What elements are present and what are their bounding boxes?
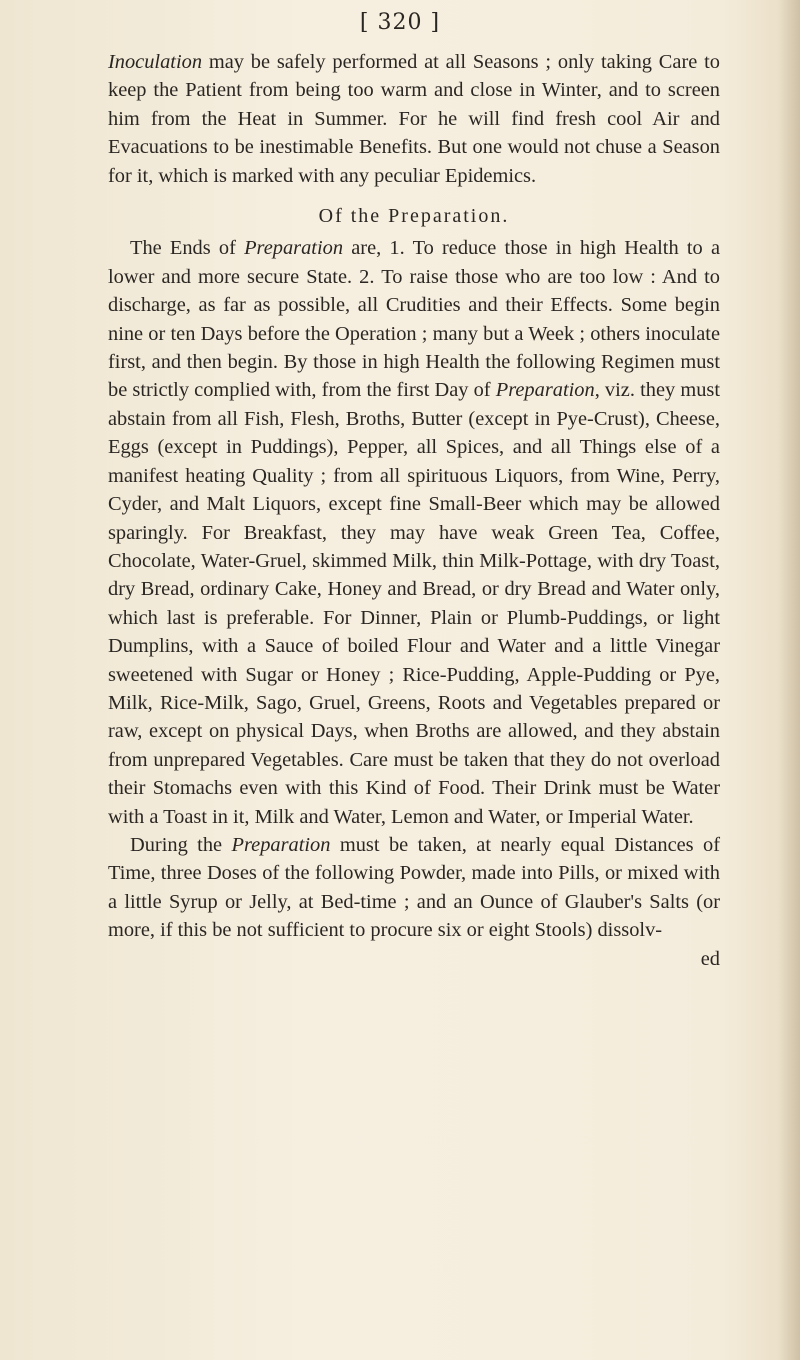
lead-word: Inoculation — [108, 51, 203, 73]
page-edge-shadow — [778, 0, 800, 1360]
paragraph-powder-doses: During the Preparation must be taken, at nearly equal Distances of Time, three Doses of the following Powder, made into Pills, or mixed with a little Syrup or Jelly, at Bed-time ; and an Ounce of Glauber's Salts (or more, if this be not sufficient to procure six or eight Stools) dissolv- — [108, 833, 721, 942]
section-heading: Of the Preparation. — [318, 205, 510, 228]
page-number: [ 320 ] — [359, 10, 441, 35]
body-text — [108, 48, 720, 973]
paragraph-preparation-ends: The Ends of Preparation are, 1. To reduce those in high Health to a lower and more secure State. 2. To raise those who are too low : And to discharge, as far as possible, all Crudities and their Effects. Some begin nine or ten Days before the Operation ; many but a Week ; others inoculate first, and then begin. By those in high Health the following Regimen must be strictly complied with, from the first Day of Preparation, viz. they must abstain from all Fish, Flesh, Broths, Butter (except in Pye-Crust), Cheese, Eggs (except in Puddings), Pepper, all Spices, and all Things else of a manifest heating Quality ; from all spirituous Liquors, from Wine, Perry, Cyder, and Malt Liquors, except fine Small-Beer which may be allowed sparingly. For Breakfast, they may have weak Green Tea, Coffee, Chocolate, Water-Gruel, skimmed Milk, thin Milk-Pottage, with dry Toast, dry Bread, ordinary Cake, Honey and Bread, or dry Bread and Water only, which last is preferable. For Dinner, Plain or Plumb-Puddings, or light Dumplins, with a Sauce of boiled Flour and Water and a little Vinegar sweetened with Sugar or Honey ; Rice-Pudding, Apple-Pudding or Pye, Milk, Rice-Milk, Sago, Gruel, Greens, Roots and Vegetables prepared or raw, except on physical Days, when Broths are allowed, and they abstain from unprepared Vegetables. Care must be taken that they do not overload their Stomachs even with this Kind of Food. Their Drink must be Water with a Toast in it, Milk and Water, Lemon and Water, or Imperial Water. — [108, 237, 720, 828]
paragraph-inoculation: Inoculation may be safely performed at all Seasons ; only taking Care to keep the Patient from being too warm and close in Winter, and to screen him from the Heat in Summer. For he will find fresh cool Air and Evacuations to be inestimable Benefits. But one would not chuse a Season for it, which is marked with any peculiar Epidemics. — [108, 51, 720, 187]
catchword: ed — [700, 947, 720, 970]
